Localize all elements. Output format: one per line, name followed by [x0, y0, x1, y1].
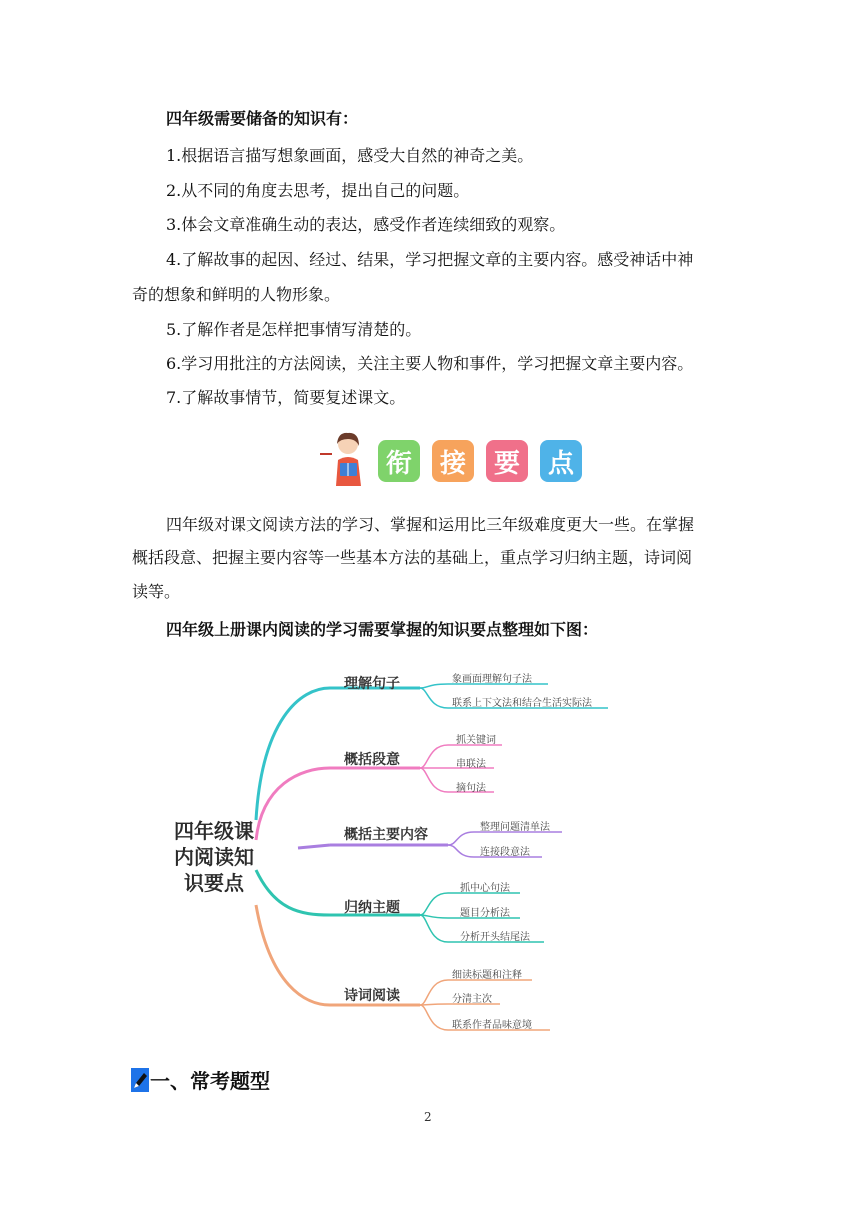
- leaf-4-1: 抓中心句法: [460, 883, 510, 894]
- knowledge-item-3: 3.体会文章准确生动的表达，感受作者连续细致的观察。: [166, 215, 566, 234]
- leaf-2-1: 抓关键词: [456, 735, 496, 746]
- section-title: 一、常考题型: [150, 1069, 270, 1093]
- banner-char-1: 衔: [378, 440, 420, 482]
- leaf-2-3: 摘句法: [456, 783, 486, 794]
- mindmap-root-line-2: 内阅读知: [174, 845, 254, 869]
- knowledge-item-7: 7.了解故事情节，简要复述课文。: [166, 388, 406, 407]
- branch-label-5: 诗词阅读: [344, 988, 400, 1004]
- banner-char-4: 点: [540, 440, 582, 482]
- leaf-3-2: 连接段意法: [480, 847, 530, 858]
- leaf-2-2: 串联法: [456, 759, 486, 770]
- leaf-4-3: 分析开头结尾法: [460, 932, 530, 943]
- leaf-4-2: 题目分析法: [460, 908, 510, 919]
- page-number: 2: [424, 1110, 432, 1124]
- pen-icon: [131, 1068, 149, 1092]
- branch-connector-1: [256, 688, 330, 820]
- leaf-1-2: 联系上下文法和结合生活实际法: [452, 698, 592, 709]
- leaf-1-1: 象画面理解句子法: [452, 674, 532, 685]
- branch-label-1: 理解句子: [344, 676, 400, 692]
- paragraph-line-1: 四年级对课文阅读方法的学习、掌握和运用比三年级难度更大一些。在掌握: [166, 515, 695, 534]
- mindmap-root: [168, 818, 260, 896]
- branch-label-2: 概括段意: [344, 752, 400, 768]
- branch-connector-3: [298, 845, 330, 848]
- leaf-3-1: 整理问题清单法: [480, 822, 550, 833]
- mindmap-root-line-3: 识要点: [184, 871, 244, 895]
- branch-label-4: 归纳主题: [344, 900, 400, 916]
- paragraph-line-3: 读等。: [132, 582, 181, 601]
- branch-connector-5: [256, 905, 330, 1005]
- leaf-5-3: 联系作者品味意境: [452, 1020, 532, 1031]
- branch-label-3: 概括主要内容: [344, 827, 428, 843]
- leaf-5-1: 细读标题和注释: [452, 970, 522, 981]
- intro-heading: 四年级需要储备的知识有：: [166, 109, 359, 128]
- knowledge-item-1: 1.根据语言描写想象画面，感受大自然的神奇之美。: [166, 146, 534, 165]
- paragraph-line-2: 概括段意、把握主要内容等一些基本方法的基础上，重点学习归纳主题，诗词阅: [132, 548, 693, 567]
- mindmap-heading: 四年级上册课内阅读的学习需要掌握的知识要点整理如下图：: [166, 620, 599, 639]
- leaf-5-2: 分清主次: [452, 994, 492, 1005]
- knowledge-item-5: 5.了解作者是怎样把事情写清楚的。: [166, 320, 422, 339]
- branch-connector-4: [256, 870, 330, 915]
- knowledge-item-4: 4.了解故事的起因、经过、结果，学习把握文章的主要内容。感受神话中神: [166, 250, 694, 269]
- branch-connector-2: [256, 768, 330, 840]
- knowledge-item-6: 6.学习用批注的方法阅读，关注主要人物和事件，学习把握文章主要内容。: [166, 354, 694, 373]
- mindmap-root-line-1: 四年级课: [174, 819, 254, 843]
- banner-char-3: 要: [486, 440, 528, 482]
- banner-char-2: 接: [432, 440, 474, 482]
- knowledge-item-4-cont: 奇的想象和鲜明的人物形象。: [132, 285, 341, 304]
- knowledge-item-2: 2.从不同的角度去思考，提出自己的问题。: [166, 181, 470, 200]
